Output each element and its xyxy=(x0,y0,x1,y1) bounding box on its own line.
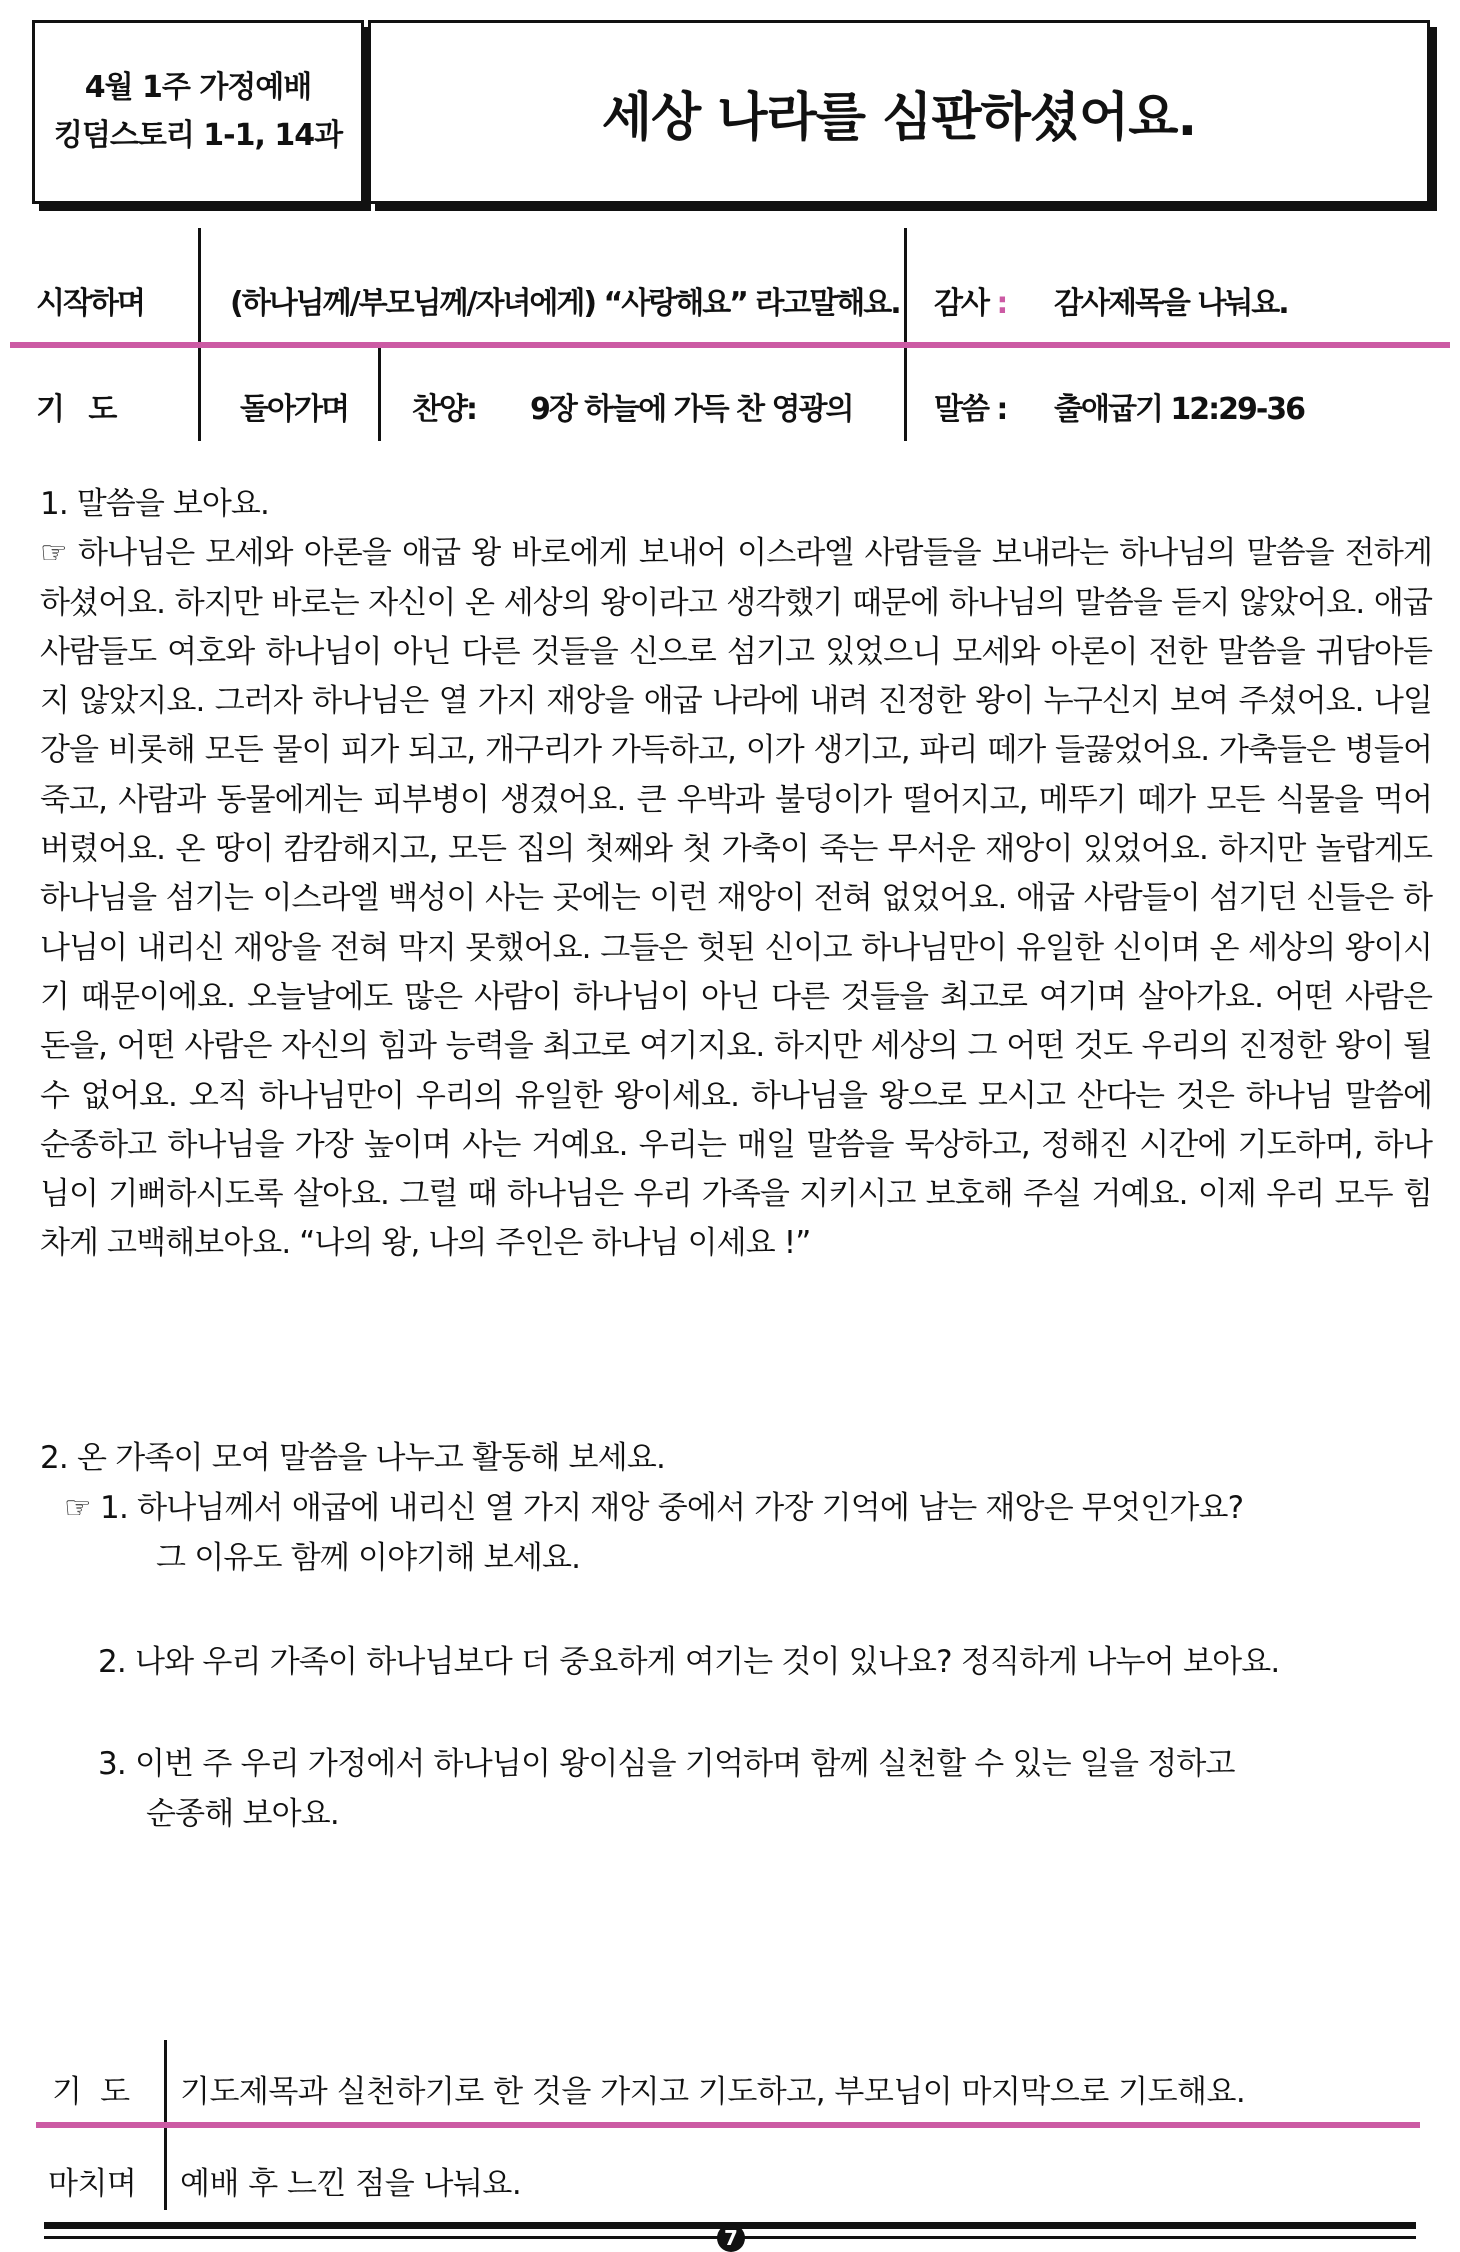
question-1-continued: 그 이유도 함께 이야기해 보세요. xyxy=(156,1540,581,1576)
question-2: 2. 나와 우리 가족이 하나님보다 더 중요하게 여기는 것이 있나요? 정직하게 나누어 보아요. xyxy=(98,1644,1280,1680)
lesson-body xyxy=(40,480,1432,1269)
lesson-series: 킹덤스토리 1-1, 14과 xyxy=(53,118,343,153)
section1-body: ☞ 하나님은 모세와 아론을 애굽 왕 바로에게 보내어 이스라엘 사람들을 보내라는 하나님의 말씀을 전하게 하셨어요. 하지만 바로는 자신이 온 세상의 왕이라고 생각했기 때문에 하나님의 말씀을 듣지 않았어요. 애굽 사람들도 여호와 하나님이 아닌 다른 것들을 신으로 섬기고 있었으니 모세와 아론이 전한 말씀을 귀담아듣지 않았지요. 그러자 하나님은 열 가지 재앙을 애굽 나라에 내려 진정한 왕이 누구신지 보여 주셨어요. 나일 강을 비롯해 모든 물이 피가 되고, 개구리가 가득하고, 이가 생기고, 파리 떼가 들끓었어요. 가축들은 병들어 죽고, 사람과 동물에게는 피부병이 생겼어요. 큰 우박과 불덩이가 떨어지고, 메뚜기 떼가 모든 식물을 먹어버렸어요. 온 땅이 캄캄해지고, 모든 집의 첫째와 첫 가축이 죽는 무서운 재앙이 있었어요. 하지만 놀랍게도 하나님을 섬기는 이스라엘 백성이 사는 곳에는 이런 재앙이 전혀 없었어요. 애굽 사람들이 섬기던 신들은 하나님이 내리신 재앙을 전혀 막지 못했어요. 그들은 헛된 신이고 하나님만이 유일한 신이며 온 세상의 왕이시기 때문이에요. 오늘날에도 많은 사람이 하나님이 아닌 다른 것들을 최고로 여기며 살아가요. 어떤 사람은 돈을, 어떤 사람은 자신의 힘과 능력을 최고로 여기지요. 하지만 세상의 그 어떤 것도 우리의 진정한 왕이 될 수 없어요. 오직 하나님만이 우리의 유일한 왕이세요. 하나님을 왕으로 모시고 산다는 것은 하나님 말씀에 순종하고 하나님을 가장 높이며 사는 거예요. 우리는 매일 말씀을 묵상하고, 정해진 시간에 기도하며, 하나님이 기뻐하시도록 살아요. 그럴 때 하나님은 우리 가족을 지키시고 보호해 주실 거예요. 이제 우리 모두 힘차게 고백해보아요. “나의 왕, 나의 주인은 하나님 이세요 !” xyxy=(40,535,1432,1262)
title-box xyxy=(368,20,1430,204)
hymn-label: 찬양: xyxy=(412,392,476,427)
lesson-week: 4월 1주 가정예배 xyxy=(84,70,312,105)
order-divider-1 xyxy=(198,228,201,441)
footer-prayer-text: 기도제목과 실천하기로 한 것을 가지고 기도하고, 부모님이 마지막으로 기도해요. xyxy=(180,2074,1246,2110)
lesson-info-box xyxy=(32,20,364,204)
page-number: 7 xyxy=(717,2224,745,2252)
section2-heading: 2. 온 가족이 모여 말씀을 나누고 활동해 보세요. xyxy=(40,1440,666,1476)
page-title: 세상 나라를 심판하셨어요. xyxy=(601,87,1197,148)
thanks-label: 감사 xyxy=(934,286,988,321)
scripture-reference: 출애굽기 12:29-36 xyxy=(1054,392,1305,427)
question-1: ☞ 1. 하나님께서 애굽에 내리신 열 가지 재앙 중에서 가장 기억에 남는 재앙은 무엇인가요? xyxy=(64,1490,1244,1526)
order-separator xyxy=(10,342,1450,348)
order-divider-3 xyxy=(378,348,381,441)
start-text: (하나님께/부모님께/자녀에게) “사랑해요” 라고말해요. xyxy=(230,286,900,321)
closing-text: 예배 후 느낀 점을 나눠요. xyxy=(180,2166,522,2202)
thanks-label-group xyxy=(934,278,1006,322)
start-label: 시작하며 xyxy=(36,286,144,321)
section1-heading: 1. 말씀을 보아요. xyxy=(40,486,269,522)
thanks-colon: : xyxy=(996,286,1007,321)
prayer-text: 돌아가며 xyxy=(240,392,348,427)
order-divider-2 xyxy=(904,228,907,441)
footer-separator xyxy=(36,2122,1420,2128)
word-label: 말씀 : xyxy=(934,392,1007,427)
question-3: 3. 이번 주 우리 가정에서 하나님이 왕이심을 기억하며 함께 실천할 수 있는 일을 정하고 xyxy=(98,1746,1235,1782)
question-3-continued: 순종해 보아요. xyxy=(146,1796,339,1832)
thanks-text: 감사제목을 나눠요. xyxy=(1054,286,1288,321)
closing-label: 마치며 xyxy=(48,2166,137,2202)
footer-prayer-label: 기 도 xyxy=(52,2074,130,2110)
hymn-text: 9장 하늘에 가득 찬 영광의 xyxy=(530,392,853,427)
prayer-label: 기 도 xyxy=(36,392,116,427)
